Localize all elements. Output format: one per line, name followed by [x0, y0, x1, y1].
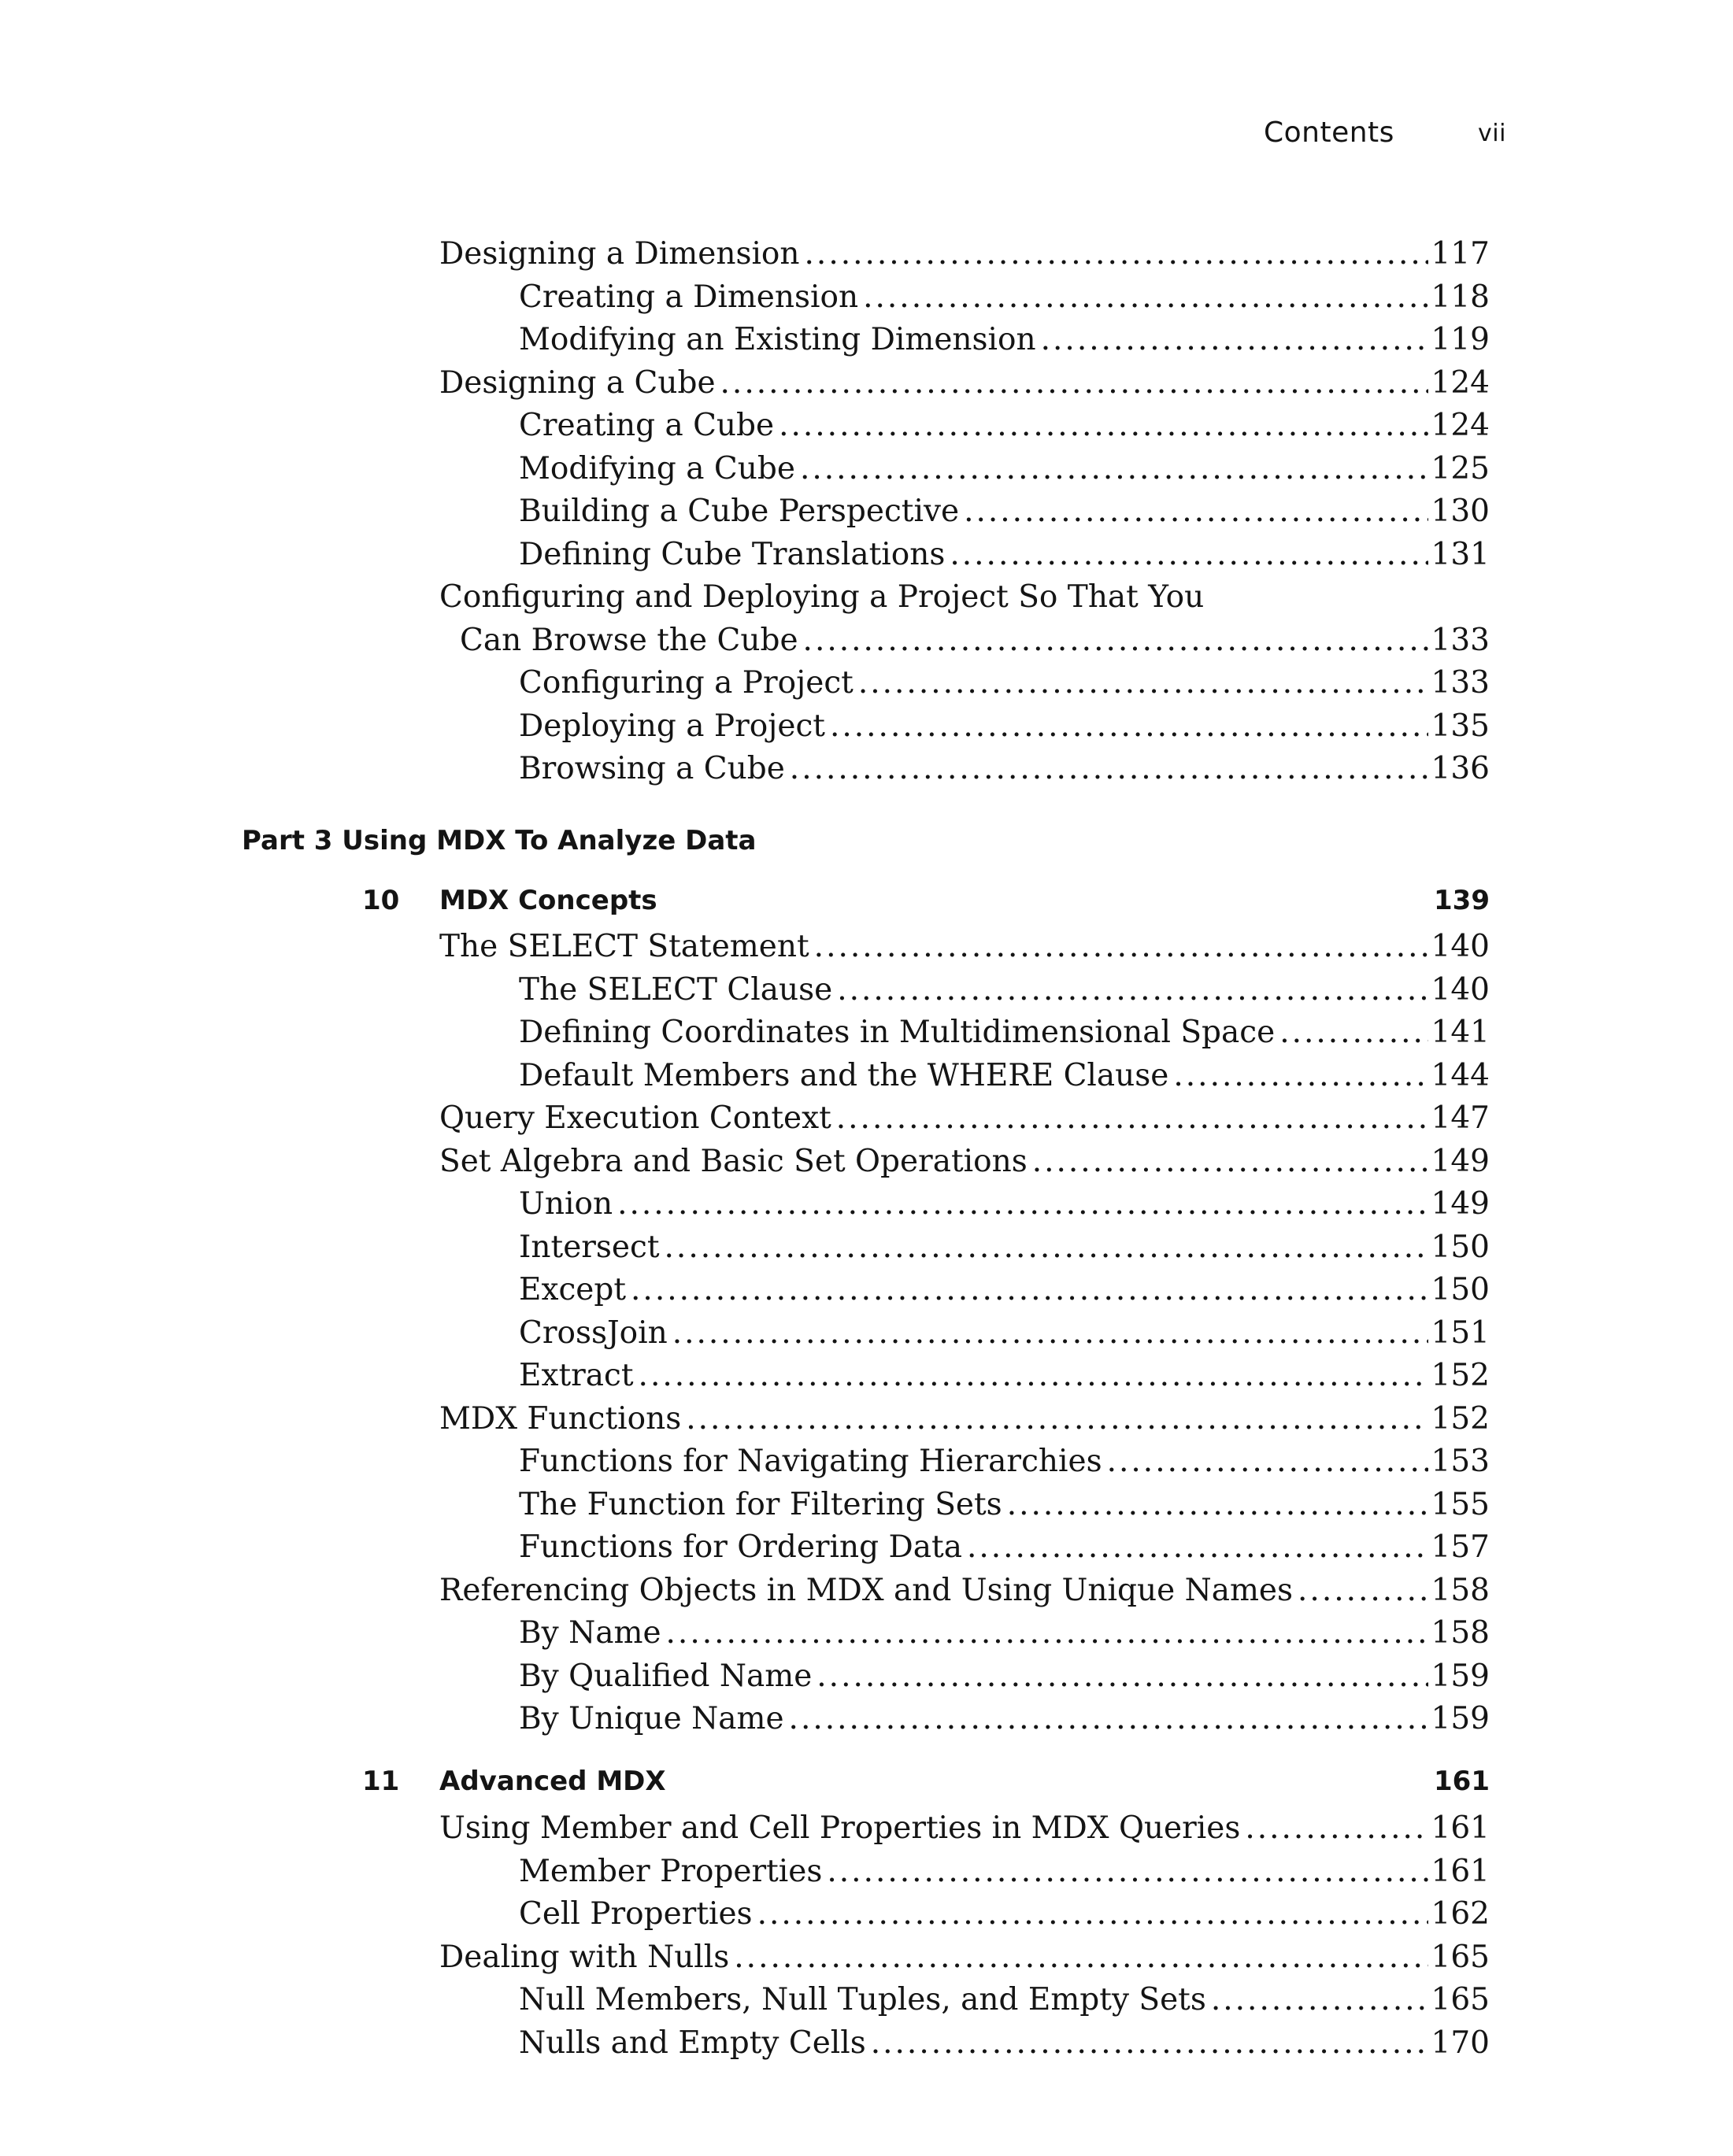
leader-dots	[814, 929, 1428, 964]
toc-entry-title: Modifying a Cube	[519, 450, 795, 486]
leader-dots	[967, 1529, 1428, 1565]
toc-entry-title: Configuring a Project	[519, 665, 854, 701]
leader-dots	[720, 365, 1428, 401]
toc-entry-title: Functions for Ordering Data	[519, 1529, 962, 1565]
leader-dots	[790, 751, 1428, 786]
leader-dots	[639, 1358, 1428, 1393]
toc-entry-title: Set Algebra and Basic Set Operations	[439, 1143, 1028, 1179]
leader-dots	[789, 1701, 1428, 1736]
toc-entry-title: Dealing with Nulls	[439, 1939, 730, 1975]
toc-entry-page: 124	[1431, 408, 1490, 443]
toc-entry-page: 150	[1431, 1229, 1490, 1265]
toc-entry-page: 125	[1431, 450, 1490, 486]
toc-entry[interactable]	[519, 537, 1490, 572]
toc-entry-title: Default Members and the WHERE Clause	[519, 1057, 1169, 1093]
toc-entry-page: 141	[1431, 1015, 1490, 1050]
toc-entry-wrapped-line1[interactable]	[439, 579, 1490, 615]
toc-entry[interactable]	[519, 1982, 1490, 2017]
toc-entry-title: Modifying an Existing Dimension	[519, 322, 1036, 357]
toc-entry-title: Can Browse the Cube	[460, 622, 798, 658]
toc-entry-page: 158	[1431, 1615, 1490, 1651]
leader-dots	[779, 408, 1428, 443]
toc-entry-title: By Name	[519, 1615, 661, 1651]
toc-entry-title: By Unique Name	[519, 1701, 784, 1736]
leader-dots	[827, 1854, 1428, 1889]
toc-entry-title: The SELECT Clause	[519, 971, 833, 1008]
toc-entry-title: Member Properties	[519, 1853, 823, 1889]
toc-entry[interactable]	[519, 972, 1490, 1008]
toc-entry[interactable]	[519, 1315, 1490, 1351]
toc-entry-title: Creating a Dimension	[519, 279, 859, 315]
toc-entry-page: 157	[1431, 1529, 1490, 1565]
toc-entry[interactable]	[439, 1810, 1490, 1846]
toc-entry[interactable]	[519, 1529, 1490, 1565]
chapter-title[interactable]: MDX Concepts	[439, 885, 657, 916]
toc-entry-title: Browsing a Cube	[519, 751, 785, 786]
leader-dots	[830, 708, 1428, 744]
leader-dots	[950, 537, 1428, 572]
chapter-number: 11	[362, 1766, 400, 1797]
toc-entry-title: Referencing Objects in MDX and Using Unique Names	[439, 1572, 1294, 1608]
toc-entry-page: 149	[1431, 1143, 1490, 1179]
leader-dots	[836, 1100, 1428, 1136]
toc-entry-title: Extract	[519, 1358, 634, 1393]
toc-entry-title: The SELECT Statement	[439, 929, 809, 964]
toc-entry-page: 118	[1431, 279, 1490, 315]
toc-entry[interactable]	[439, 1144, 1490, 1179]
leader-dots	[734, 1940, 1428, 1975]
toc-entry-title: Null Members, Null Tuples, and Empty Sets	[519, 1982, 1206, 2017]
toc-entry[interactable]	[439, 1401, 1490, 1437]
toc-entry[interactable]	[519, 708, 1490, 744]
toc-entry-page: 131	[1431, 536, 1490, 572]
toc-entry-page: 147	[1431, 1100, 1490, 1136]
leader-dots	[631, 1272, 1428, 1307]
leader-dots	[1032, 1144, 1428, 1179]
toc-entry[interactable]	[439, 1100, 1490, 1136]
toc-entry[interactable]	[439, 929, 1490, 964]
toc-entry-page: 162	[1431, 1896, 1490, 1932]
leader-dots	[1173, 1058, 1428, 1093]
toc-entry-page: 130	[1431, 494, 1490, 529]
toc-entry[interactable]	[519, 1358, 1490, 1393]
toc-entry-page: 159	[1431, 1701, 1490, 1736]
toc-entry-page: 150	[1431, 1272, 1490, 1307]
toc-entry[interactable]	[519, 1487, 1490, 1522]
leader-dots	[871, 2025, 1428, 2061]
toc-entry[interactable]	[519, 1444, 1490, 1479]
leader-dots	[665, 1230, 1428, 1265]
toc-entry-page: 158	[1431, 1572, 1490, 1608]
toc-entry-title: Designing a Dimension	[439, 236, 800, 272]
toc-entry[interactable]	[519, 1659, 1490, 1694]
toc-entry-page: 135	[1431, 708, 1490, 744]
chapter-page: 139	[1434, 885, 1490, 916]
leader-dots	[1298, 1573, 1428, 1608]
toc-entry-page: 136	[1431, 751, 1490, 786]
leader-dots	[837, 972, 1428, 1008]
toc-entry-page: 144	[1431, 1057, 1490, 1093]
leader-dots	[964, 494, 1428, 529]
toc-entry-page: 159	[1431, 1658, 1490, 1694]
toc-entry-page: 161	[1431, 1810, 1490, 1846]
toc-entry-title: Creating a Cube	[519, 408, 775, 443]
leader-dots	[863, 279, 1428, 315]
leader-dots	[1211, 1982, 1428, 2017]
toc-entry-page: 124	[1431, 364, 1490, 401]
leader-dots	[666, 1615, 1428, 1651]
leader-dots	[617, 1186, 1428, 1222]
leader-dots	[1107, 1444, 1428, 1479]
toc-entry-title: Union	[519, 1186, 613, 1222]
toc-entry-title: Query Execution Context	[439, 1100, 831, 1136]
toc-entry[interactable]	[519, 1230, 1490, 1265]
toc-entry-page: 151	[1431, 1315, 1490, 1351]
toc-entry-page: 153	[1431, 1444, 1490, 1479]
toc-entry-page: 140	[1431, 929, 1490, 964]
toc-entry-title: Nulls and Empty Cells	[519, 2025, 866, 2061]
toc-entry[interactable]	[519, 1186, 1490, 1222]
toc-entry-title: Configuring and Deploying a Project So That You	[439, 579, 1205, 615]
toc-entry-title: Intersect	[519, 1229, 660, 1265]
toc-entry-title: Deploying a Project	[519, 708, 825, 744]
toc-entry-title: Building a Cube Perspective	[519, 494, 960, 529]
toc-entry[interactable]	[519, 322, 1490, 357]
leader-dots	[1007, 1487, 1428, 1522]
leader-dots	[817, 1659, 1428, 1694]
leader-dots	[800, 451, 1428, 486]
toc-entry-page: 149	[1431, 1186, 1490, 1222]
chapter-title[interactable]: Advanced MDX	[439, 1766, 666, 1797]
leader-dots	[805, 236, 1428, 272]
toc-entry-title: MDX Functions	[439, 1400, 682, 1437]
toc-entry[interactable]	[519, 665, 1490, 701]
toc-entry-page: 119	[1431, 322, 1490, 357]
toc-entry-page: 152	[1431, 1358, 1490, 1393]
toc-entry[interactable]	[519, 1896, 1490, 1932]
toc-entry[interactable]	[519, 751, 1490, 786]
toc-entry[interactable]	[519, 2025, 1490, 2061]
toc-entry[interactable]	[439, 365, 1490, 401]
running-head-title: Contents	[1264, 116, 1394, 149]
toc-entry-page: 165	[1431, 1939, 1490, 1975]
leader-dots	[686, 1401, 1428, 1437]
toc-entry[interactable]	[519, 494, 1490, 529]
toc-entry-title: Functions for Navigating Hierarchies	[519, 1444, 1102, 1479]
toc-entry[interactable]	[519, 1615, 1490, 1651]
toc-entry[interactable]	[519, 279, 1490, 315]
leader-dots	[672, 1315, 1428, 1351]
toc-entry[interactable]	[519, 1701, 1490, 1736]
toc-entry-page: 133	[1431, 665, 1490, 701]
toc-entry-page: 133	[1431, 622, 1490, 658]
part-heading: Part 3 Using MDX To Analyze Data	[242, 825, 757, 856]
toc-entry[interactable]	[439, 236, 1490, 272]
toc-entry-title: CrossJoin	[519, 1315, 668, 1351]
toc-entry-page: 161	[1431, 1853, 1490, 1889]
toc-entry-title: Designing a Cube	[439, 364, 716, 401]
toc-entry[interactable]	[519, 1058, 1490, 1093]
toc-entry[interactable]	[439, 1573, 1490, 1608]
leader-dots	[803, 623, 1428, 658]
toc-entry-title: Defining Cube Translations	[519, 536, 946, 572]
toc-entry-page: 170	[1431, 2025, 1490, 2061]
leader-dots	[1245, 1810, 1428, 1846]
chapter-number: 10	[362, 885, 400, 916]
toc-entry-wrapped-line2[interactable]	[460, 623, 1490, 658]
toc-entry[interactable]	[519, 1854, 1490, 1889]
toc-entry-page: 155	[1431, 1486, 1490, 1522]
toc-entry-title: Defining Coordinates in Multidimensional Space	[519, 1015, 1276, 1050]
leader-dots	[757, 1896, 1428, 1932]
toc-entry[interactable]	[519, 1015, 1490, 1050]
leader-dots	[1041, 322, 1428, 357]
toc-entry-page: 140	[1431, 971, 1490, 1008]
toc-entry-title: Cell Properties	[519, 1896, 753, 1932]
toc-entry-page: 165	[1431, 1982, 1490, 2017]
toc-entry[interactable]	[519, 451, 1490, 486]
leader-dots	[858, 665, 1428, 701]
chapter-page: 161	[1434, 1766, 1490, 1797]
toc-entry[interactable]	[519, 408, 1490, 443]
leader-dots	[1279, 1015, 1428, 1050]
toc-entry-title: The Function for Filtering Sets	[519, 1486, 1002, 1522]
toc-entry[interactable]	[519, 1272, 1490, 1307]
toc-entry-page: 117	[1431, 236, 1490, 272]
running-head-page-number: vii	[1478, 120, 1506, 147]
toc-entry[interactable]	[439, 1940, 1490, 1975]
toc-entry-title: Using Member and Cell Properties in MDX Queries	[439, 1810, 1241, 1846]
toc-entry-title: Except	[519, 1272, 627, 1307]
toc-entry-page: 152	[1431, 1400, 1490, 1437]
toc-entry-title: By Qualified Name	[519, 1658, 813, 1694]
